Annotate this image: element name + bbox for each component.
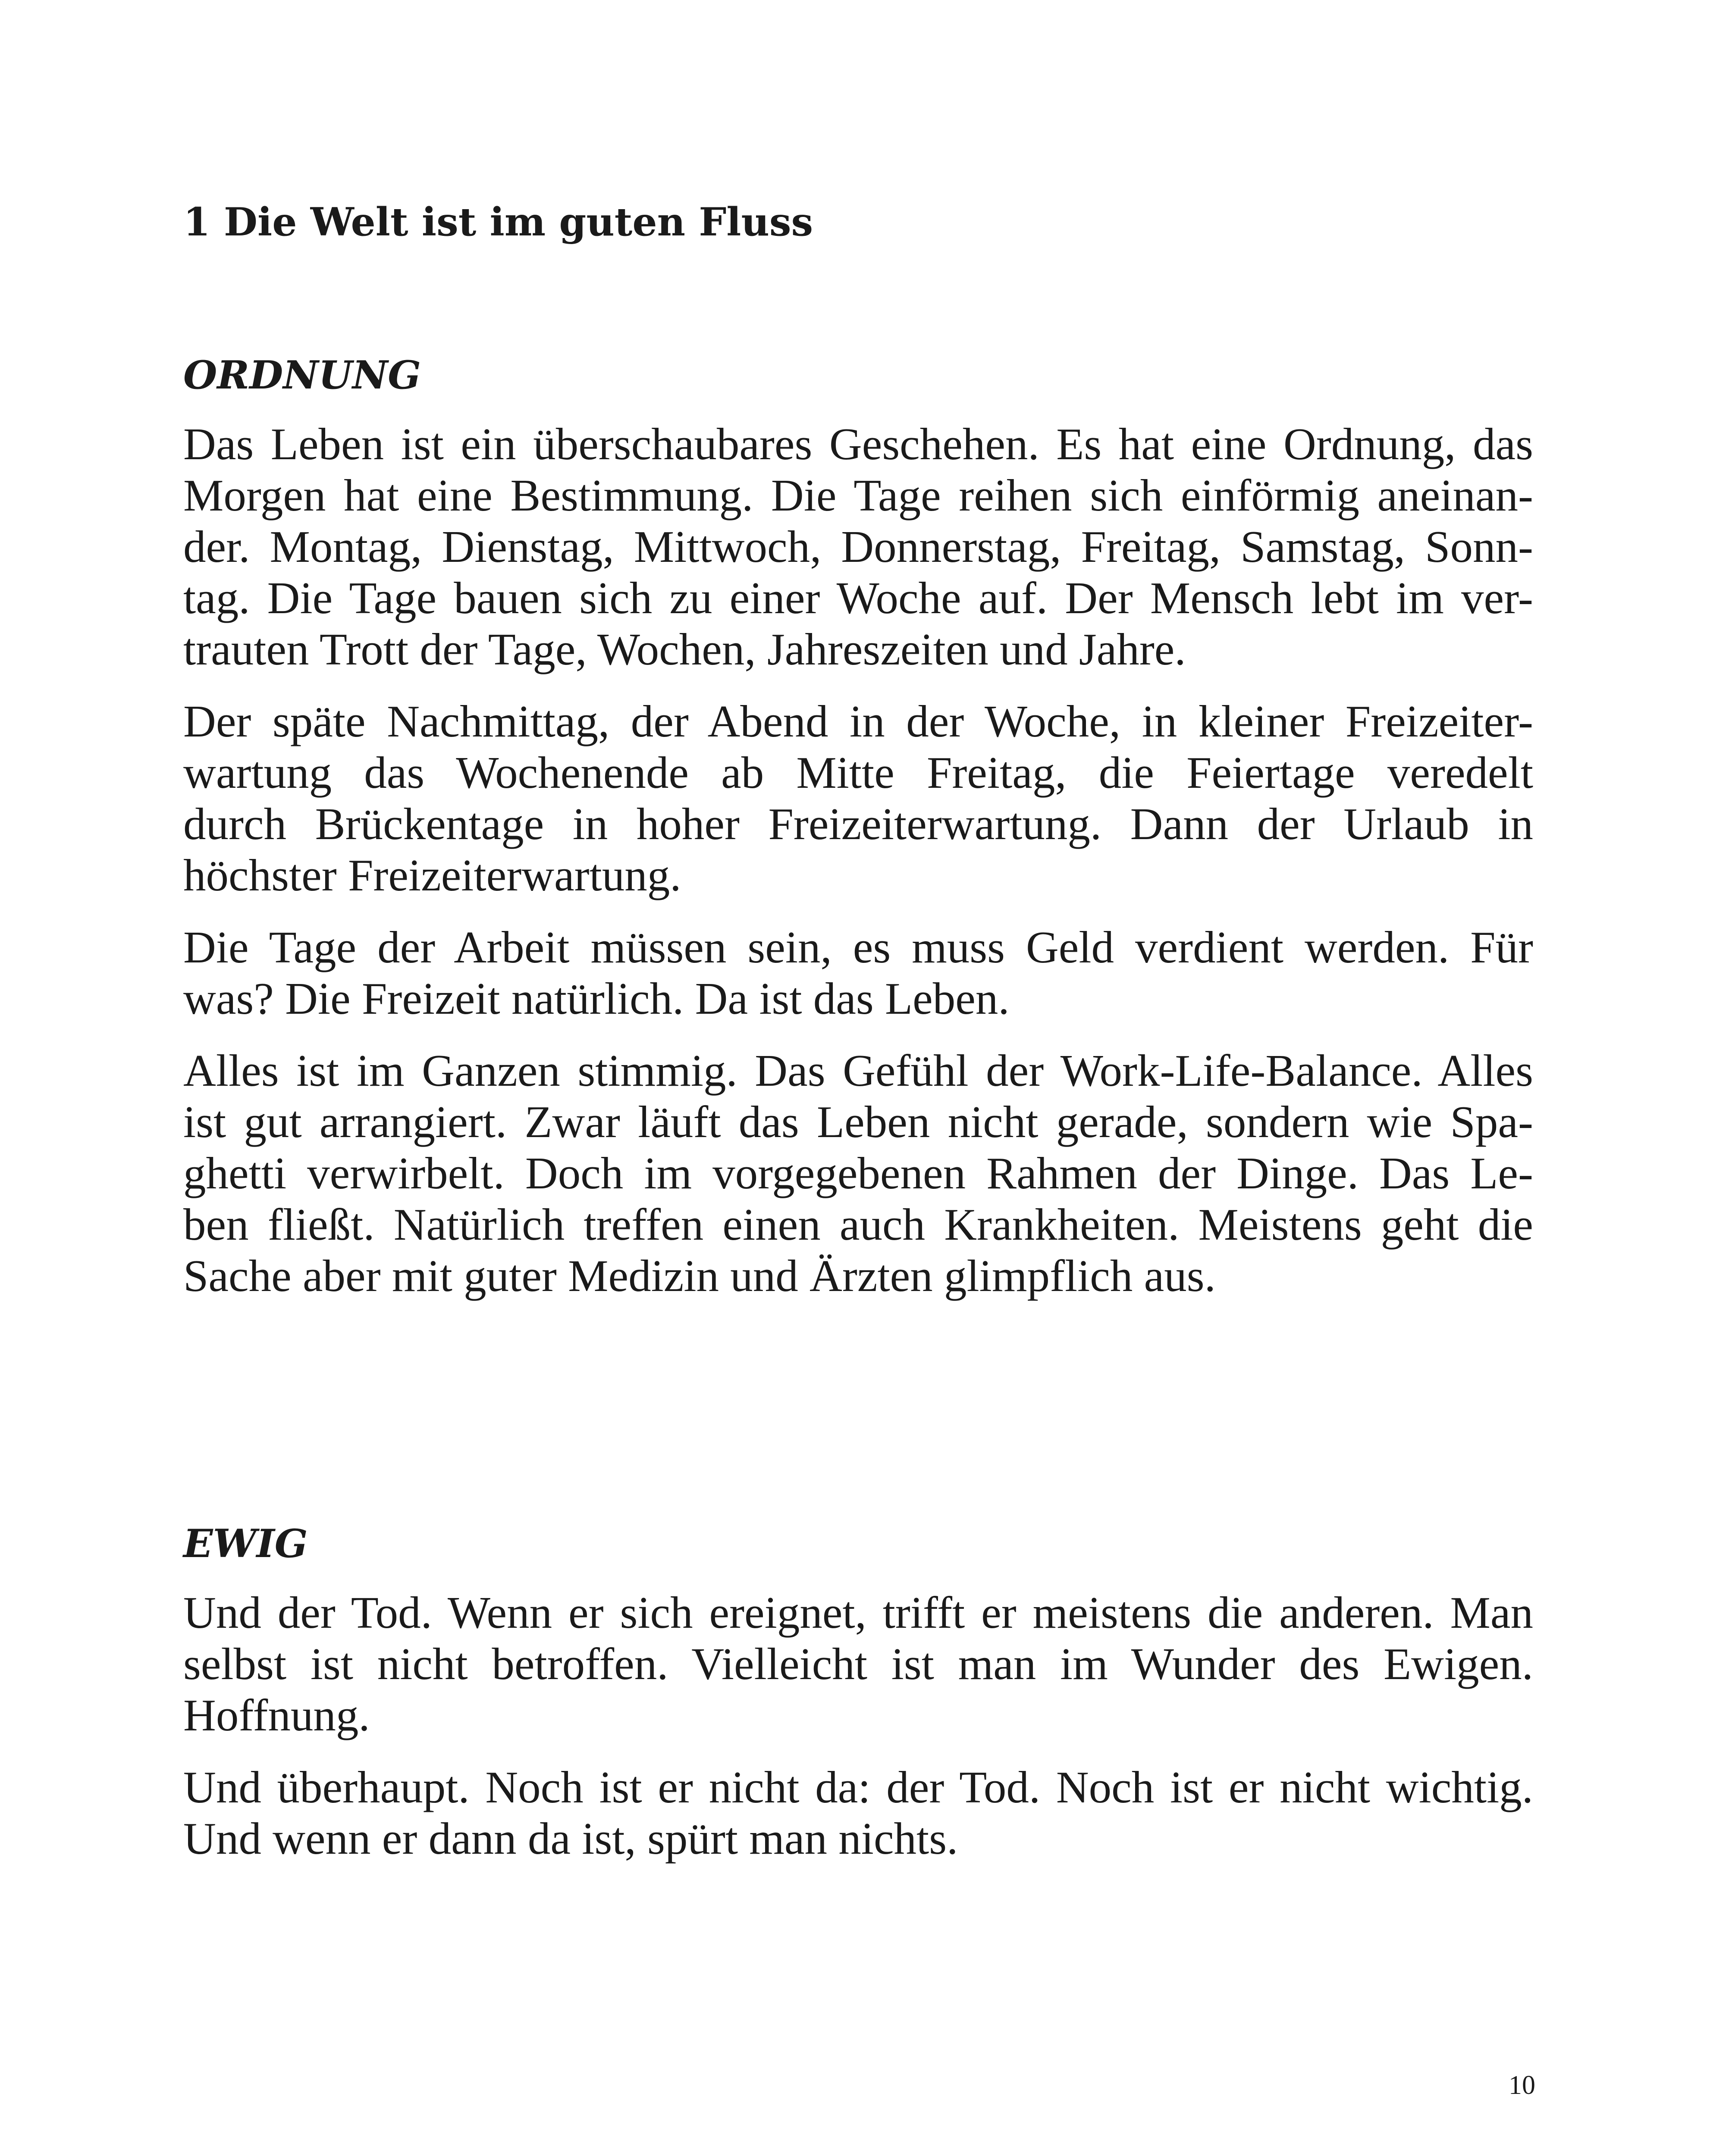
section-heading: ORDNUNG <box>183 352 421 398</box>
text-line: Alles ist im Ganzen stimmig. Das Gefühl der Work-Life-Balance. Alles <box>183 1045 1533 1096</box>
text-line: Der späte Nachmittag, der Abend in der Woche, in kleiner Freizeiter- <box>183 696 1533 746</box>
text-line: Die Tage der Arbeit müssen sein, es muss Geld verdient werden. Für <box>183 922 1533 972</box>
text-line: selbst ist nicht betroffen. Vielleicht ist man im Wunder des Ewigen. <box>183 1639 1533 1689</box>
text-line: Das Leben ist ein überschaubares Geschehen. Es hat eine Ordnung, das <box>183 419 1533 469</box>
section-ewig <box>183 1521 1533 1885</box>
text-line: Morgen hat eine Bestimmung. Die Tage reihen sich einförmig aneinan- <box>183 470 1533 520</box>
section-heading: EWIG <box>183 1521 308 1567</box>
text-line: durch Brückentage in hoher Freizeiterwartung. Dann der Urlaub in <box>183 799 1533 849</box>
text-line: Und überhaupt. Noch ist er nicht da: der Tod. Noch ist er nicht wichtig. <box>183 1762 1533 1812</box>
paragraph <box>183 1761 1533 1864</box>
text-line: trauten Trott der Tage, Wochen, Jahreszeiten und Jahre. <box>183 624 1186 674</box>
paragraph <box>183 921 1533 1024</box>
text-line: wartung das Wochenende ab Mitte Freitag, die Feiertage veredelt <box>183 747 1533 798</box>
paragraph <box>183 418 1533 675</box>
text-line: ist gut arrangiert. Zwar läuft das Leben nicht gerade, sondern wie Spa- <box>183 1097 1533 1147</box>
chapter-title: 1 Die Welt ist im guten Fluss <box>183 199 813 245</box>
text-line: höchster Freizeiterwartung. <box>183 850 681 900</box>
paragraph <box>183 1587 1533 1741</box>
text-line: was? Die Freizeit natürlich. Da ist das Leben. <box>183 973 1010 1024</box>
text-line: ghetti verwirbelt. Doch im vorgegebenen Rahmen der Dinge. Das Le- <box>183 1148 1533 1198</box>
section-ordnung <box>183 352 1533 1322</box>
text-line: tag. Die Tage bauen sich zu einer Woche auf. Der Mensch lebt im ver- <box>183 573 1533 623</box>
text-line: Sache aber mit guter Medizin und Ärzten glimpflich aus. <box>183 1250 1216 1301</box>
text-line: ben fließt. Natürlich treffen einen auch Krankheiten. Meistens geht die <box>183 1199 1533 1250</box>
page-number: 10 <box>1509 2071 1535 2100</box>
text-line: Und wenn er dann da ist, spürt man nichts. <box>183 1813 958 1864</box>
text-line: Hoffnung. <box>183 1690 370 1740</box>
text-line: der. Montag, Dienstag, Mittwoch, Donnerstag, Freitag, Samstag, Sonn- <box>183 521 1533 572</box>
text-line: Und der Tod. Wenn er sich ereignet, trifft er meistens die anderen. Man <box>183 1587 1533 1638</box>
paragraph <box>183 1045 1533 1301</box>
paragraph <box>183 696 1533 901</box>
